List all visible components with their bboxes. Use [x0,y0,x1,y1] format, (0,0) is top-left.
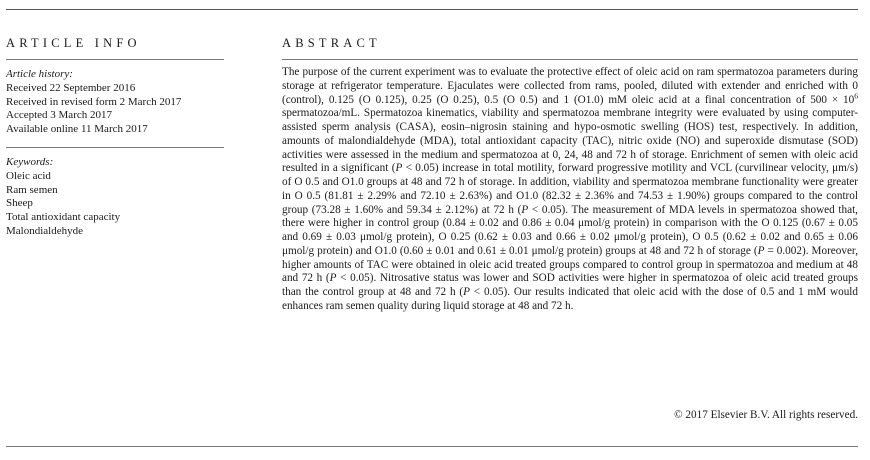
keyword-item: Oleic acid [6,169,51,182]
history-item: Accepted 3 March 2017 [6,109,112,122]
abstract-segment: < 0.05). The measurement of MDA levels in spermatozoa showed that, there were higher in control group (0.84 ± 0.02 and 0.86 ± 0.04 μmol/g protein) in comparison with the O 0.125 (0.67 ± 0.05 and 0.69 ± 0.03 μmol/g protein), O 0.25 (0.62 ± 0.03 and 0.66 ± 0.02 μmol/g protein), O 0.5 (0.62 ± 0.02 and 0.65 ± 0.06 μmol/g protein) and O1.0 (0.60 ± 0.01 and 0.61 ± 0.01 μmol/g protein) groups at 48 and 72 h of storage ( [282,203,858,257]
abstract-segment: < 0.05). Nitrosative status was lower and SOD activities were higher in spermatozoa of oleic acid treated groups than the control group at 48 and 72 h ( [282,272,858,298]
keyword-item: Total antioxidant capacity [6,211,121,224]
abstract-heading: ABSTRACT [282,36,381,50]
abstract-segment: = 0.002). Moreover, higher amounts of TAC were obtained in oleic acid treated groups compared to control group in spermatozoa and medium at 48 and 72 h ( [282,244,858,285]
article-info-heading: ARTICLE INFO [6,36,141,50]
abstract-segment: < 0.05) increase in total motility, forward progressive motility and VCL (curvilinear velocity, μm/s) of O 0.5 and O1.0 groups at 48 and 72 h of storage. In addition, viability and spermatozoa membrane functionality were greater in O 0.5 (81.81 ± 2.29% and 72.10 ± 2.63%) and O1.0 (82.32 ± 2.36% and 74.53 ± 1.90%) groups compared to the control group (73.28 ± 1.60% and 59.34 ± 2.12%) at 72 h ( [282,162,858,216]
keywords-label: Keywords: [6,156,54,168]
article-info-rule [6,59,224,60]
p-value-symbol: P [463,286,470,298]
copyright-notice: © 2017 Elsevier B.V. All rights reserved. [674,409,858,421]
p-value-symbol: P [395,162,403,175]
abstract-text [282,66,858,314]
keyword-item: Sheep [6,197,33,210]
bottom-rule [6,446,858,447]
keywords-rule [6,147,224,148]
abstract-segment: < 0.05). Our results indicated that oleic acid with the dose of 0.5 and 1 mM would enhances ram semen quality during liquid storage at 48 and 72 h. [282,286,859,312]
p-value-symbol: P [329,272,337,285]
abstract-rule [282,59,858,60]
keyword-item: Malondialdehyde [6,224,83,237]
history-item: Received in revised form 2 March 2017 [6,95,182,108]
p-value-symbol: P [521,203,529,216]
history-item: Received 22 September 2016 [6,81,136,94]
keyword-item: Ram semen [6,183,58,196]
abstract-superscript: 6 [854,90,858,100]
top-rule [6,9,858,10]
history-item: Available online 11 March 2017 [6,123,148,136]
article-history-label: Article history: [6,68,73,80]
abstract-segment: spermatozoa/mL. Spermatozoa kinematics, viability and spermatozoa membrane integrity were evaluated by using computer-assisted sperm analysis (CASA), eosin–nigrosin staining and hypo-osmotic swelling (HOS) test, respectively. In addition, amounts of malondialdehyde (MDA), total antioxidant capacity (TAC), nitric oxide (NO) and superoxide dismutase (SOD) activities were assessed in the medium and spermatozoa at 0, 24, 48 and 72 h of storage. Enrichment of semen with oleic acid resulted in a significant ( [282,107,858,175]
p-value-symbol: P [757,244,765,257]
abstract-segment: The purpose of the current experiment was to evaluate the protective effect of oleic acid on ram spermatozoa parameters during storage at refrigerator temperature. Ejaculates were collected from rams, pooled, diluted with extender and enriched with 0 (control), 0.125 (O 0.125), 0.25 (O 0.25), 0.5 (O 0.5) and 1 (O1.0) mM oleic acid at a final concentration of 500 × 10 [282,66,858,106]
keywords [6,156,224,239]
article-history [6,68,224,137]
